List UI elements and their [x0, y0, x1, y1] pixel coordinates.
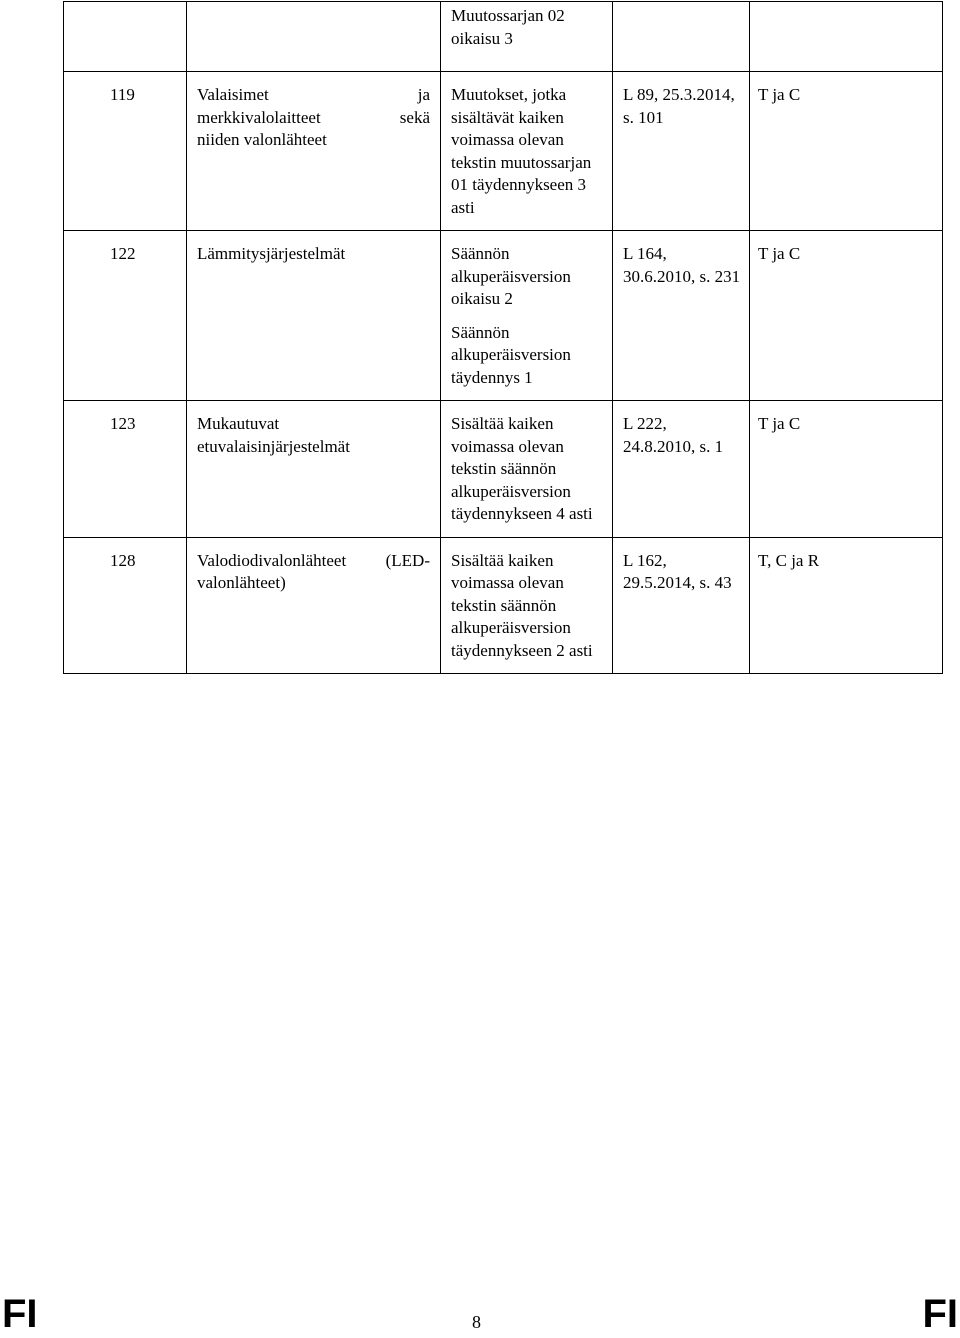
- regulation-name-line: Valaisimet ja: [197, 85, 430, 104]
- footer-language-code-left: FI: [2, 1292, 38, 1336]
- regulations-table: [63, 1, 943, 674]
- header-amendment-line2: oikaisu 3: [451, 28, 513, 48]
- regulation-name: Valodiodivalonlähteet (LED-valonlähteet): [187, 537, 441, 674]
- header-empty-cell: [187, 2, 441, 72]
- regulation-number: 119: [64, 72, 187, 231]
- regulation-name: Mukautuvat etuvalaisinjärjestelmät: [187, 401, 441, 538]
- header-empty-cell: [613, 2, 750, 72]
- table-row: [64, 72, 943, 231]
- header-empty-cell: [64, 2, 187, 72]
- regulation-name-line: niiden valonlähteet: [197, 130, 327, 149]
- footer-language-code-right: FI: [922, 1292, 958, 1336]
- regulation-applicability: T, C ja R: [750, 537, 943, 674]
- regulation-description: Sisältää kaiken voimassa olevan tekstin säännön alkuperäisversion täydennykseen 4 asti: [441, 401, 613, 538]
- regulation-applicability: T ja C: [750, 231, 943, 401]
- table-header-row: [64, 2, 943, 72]
- regulation-description: Muutokset, jotka sisältävät kaiken voimassa olevan tekstin muutossarjan 01 täydennykseen 3 asti: [441, 72, 613, 231]
- page-number: 8: [472, 1312, 481, 1332]
- regulation-applicability: T ja C: [750, 401, 943, 538]
- regulation-reference: L 222, 24.8.2010, s. 1: [613, 401, 750, 538]
- regulation-reference: L 162, 29.5.2014, s. 43: [613, 537, 750, 674]
- regulation-description: [441, 231, 613, 401]
- regulation-reference: L 164, 30.6.2010, s. 231: [613, 231, 750, 401]
- regulation-name: [187, 72, 441, 231]
- regulation-name: Lämmitysjärjestelmät: [187, 231, 441, 401]
- regulation-description: Sisältää kaiken voimassa olevan tekstin säännön alkuperäisversion täydennykseen 2 asti: [441, 537, 613, 674]
- table-row: [64, 401, 943, 538]
- regulation-number: 128: [64, 537, 187, 674]
- regulation-reference: L 89, 25.3.2014, s. 101: [613, 72, 750, 231]
- regulation-number: 122: [64, 231, 187, 401]
- header-empty-cell: [750, 2, 943, 72]
- regulation-applicability: T ja C: [750, 72, 943, 231]
- header-amendment-line1: Muutossarjan 02: [451, 6, 565, 25]
- header-amendment-cell: [441, 2, 613, 72]
- table-row: [64, 231, 943, 401]
- table-row: [64, 537, 943, 674]
- description-block: Säännön alkuperäisversion oikaisu 2: [451, 244, 571, 308]
- description-block: Säännön alkuperäisversion täydennys 1: [451, 322, 571, 387]
- regulation-name-line: merkkivalolaitteet sekä: [197, 107, 430, 127]
- regulation-number: 123: [64, 401, 187, 538]
